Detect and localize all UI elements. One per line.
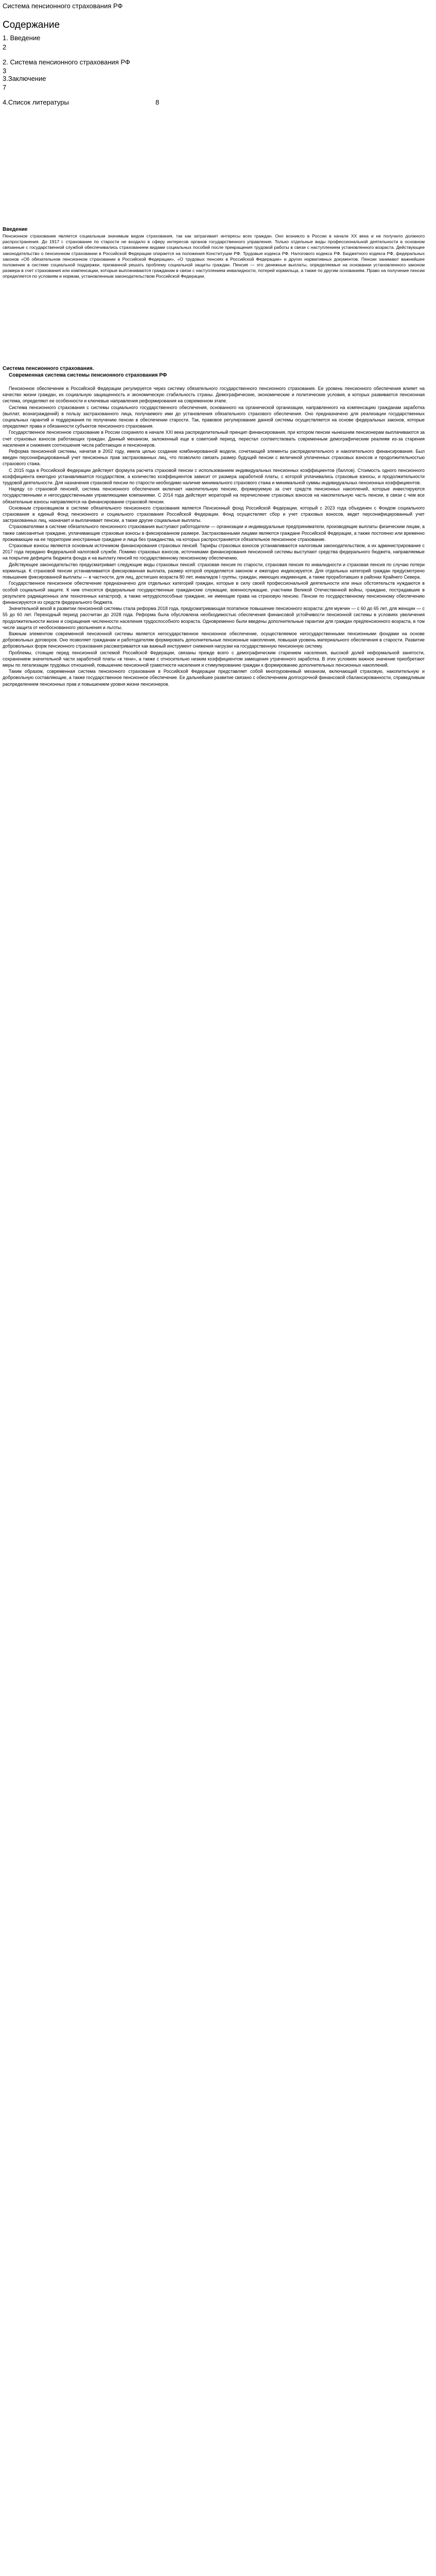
introduction-text: Пенсионное страхование является социальным значимым видом страхования, так как затрагивает интересы всех граждан. Оно возникло в России в начале XX века и не получило должного распространения. До 1917 г. страхование по старости не входило в сферу интересов органов государственного управления. Только отдельные виды профессиональной деятельности в основном связанные с государственной службой обеспечивались страхованием видами социальных пособий после прекращения трудовой работы в связи с наступлением установленного возраста. Действующее законодательство о пенсионном страховании в Российской Федерации опирается на положения Конституции РФ. Трудовые кодекса РФ. Налогового кодекса РФ. Бюджетного кодекса РФ, федеральных законов «Об обязательном пенсионном страховании в Российской Федерации», «О трудовых пенсиях в Российской Федерации» и других нормативных документов. Пенсии занимают важнейшее положение в системе социальной поддержки, призванной решать проблему социальной защиты граждан. Пенсия — это денежные выплаты, определяемые на основании установленного законом размера в счет страхования или компенсации, которые выплачиваются гражданам в связи с наступлением инвалидности, потерей кормильца, а также по другим основаниям. Право на получение пенсии определяется по условиям и нормам, установленным законодательством Российской Федерации. [3, 233, 425, 279]
body-paragraph: Реформа пенсионной системы, начатая в 2002 году, имела целью создание комбинированной модели, сочетающей элементы распределительного и накопительного финансирования. Был введен персонифицированный учет пенсионных прав застрахованных лиц, что позволило связать размер будущей пенсии с величиной уплаченных страховых взносов и продолжительностью страхового стажа. [3, 449, 425, 467]
body-paragraph: Проблемы, стоящие перед пенсионной системой Российской Федерации, связаны прежде всего с демографическим старением населения, высокой долей неформальной занятости, сохранением значительной части заработной платы «в тени», а также с относительно низким коэффициентом замещения утраченного заработка. В этих условиях важное значение приобретают меры по легализации трудовых отношений, повышению пенсионной грамотности населения и стимулированию граждан к формированию дополнительных пенсионных накоплений. [3, 650, 425, 668]
introduction-section [3, 227, 425, 280]
body-paragraph: Государственное пенсионное обеспечение предназначено для отдельных категорий граждан, которые в силу своей профессиональной деятельности или иных обстоятельств нуждаются в особой социальной защите. К ним относятся федеральные государственные гражданские служащие, военнослужащие, участники Великой Отечественной войны, граждане, пострадавшие в результате радиационных или техногенных катастроф, а также нетрудоспособные граждане, не имеющие права на страховую пенсию. Пенсии по государственному пенсионному обеспечению финансируются из средств федерального бюджета. [3, 581, 425, 605]
body-paragraph: Действующее законодательство предусматривает следующие виды страховых пенсий: страховая пенсия по старости, страховая пенсия по инвалидности и страховая пенсия по случаю потери кормильца. К страховой пенсии устанавливается фиксированная выплата, размер которой определяется законом и ежегодно индексируется. Для отдельных категорий граждан предусмотрено повышение фиксированной выплаты — в частности, для лиц, достигших возраста 80 лет, инвалидов I группы, граждан, имеющих иждивенцев, а также проработавших в районах Крайнего Севера. [3, 562, 425, 580]
body-paragraph: Наряду со страховой пенсией, система пенсионного обеспечения включает накопительную пенсию, формируемую за счет средств пенсионных накоплений, которые инвестируются государственными и негосударственными управляющими компаниями. С 2014 года действует мораторий на перечисление страховых взносов на накопительную часть пенсии, в связи с чем все обязательные взносы направляются на финансирование страховой пенсии. [3, 486, 425, 504]
body-paragraph: С 2015 года в Российской Федерации действует формула расчета страховой пенсии с использованием индивидуальных пенсионных коэффициентов (баллов). Стоимость одного пенсионного коэффициента ежегодно устанавливается государством, а количество коэффициентов зависит от размера заработной платы, с которой уплачивались страховые взносы, и продолжительности трудовой деятельности. Для назначения страховой пенсии по старости необходимо наличие минимального страхового стажа и минимальной суммы индивидуальных пенсионных коэффициентов. [3, 467, 425, 486]
body-paragraph: Пенсионное обеспечение в Российской Федерации регулируется через систему обязательного государственного пенсионного страхования. Ее уровень пенсионного обеспечения влияет на качество жизни граждан, их социальную защищенность и экономическую стабильность страны. Демографические, экономические и политические условия, в которых развивается пенсионная система, определяют ее особенности и ключевые направления реформирования на современном этапе. [3, 386, 425, 404]
main-section-heading: Система пенсионного страхования. [3, 366, 94, 371]
body-paragraph: Значительной вехой в развитии пенсионной системы стала реформа 2018 года, предусматривающая поэтапное повышение пенсионного возраста: для мужчин — с 60 до 65 лет, для женщин — с 55 до 60 лет. Переходный период рассчитан до 2028 года. Реформа была обусловлена необходимостью обеспечения финансовой устойчивости пенсионной системы в условиях увеличения продолжительности жизни и сокращения численности населения трудоспособного возраста. Одновременно были введены дополнительные гарантии для граждан предпенсионного возраста, в том числе защита от необоснованного увольнения и льготы. [3, 606, 425, 630]
document-title: Система пенсионного страхования РФ [3, 2, 123, 10]
toc-item-label[interactable]: 1. Введение [3, 34, 41, 42]
main-section [3, 366, 425, 687]
body-paragraph: Таким образом, современная система пенсионного страхования в Российской Федерации представляет собой многоуровневый механизм, включающий страховую, накопительную и добровольную составляющие, а также государственное пенсионное обеспечение. Ее дальнейшее развитие связано с обеспечением долгосрочной финансовой сбалансированности, справедливым распределением пенсионных прав и повышением уровня жизни пенсионеров. [3, 669, 425, 687]
toc-item-page: 7 [3, 83, 7, 91]
introduction-heading: Введение [3, 227, 28, 232]
toc-item-label[interactable]: 4.Список литературы [3, 98, 69, 106]
toc-item-page: 3 [3, 67, 7, 75]
toc-heading: Содержание [3, 20, 60, 30]
body-paragraph: Страхователями в системе обязательного пенсионного страхования выступают работодатели — организации и индивидуальные предприниматели, производящие выплаты физическим лицам, а также самозанятые граждане, уплачивающие страховые взносы в фиксированном размере. Застрахованными лицами являются граждане Российской Федерации, а также постоянно или временно проживающие на ее территории иностранные граждане и лица без гражданства, на которых распространяется обязательное пенсионное страхование. [3, 524, 425, 542]
toc-item-page: 8 [155, 98, 160, 106]
body-paragraph: Государственное пенсионное страхование в России сохраняло в начале XXI века распределительный принцип финансирования, при котором пенсии нынешним пенсионерам выплачиваются за счет страховых взносов работающих граждан. Данный механизм, заложенный еще в советский период, перестал соответствовать современным демографическим реалиям из-за старения населения и снижения соотношения числа работающих и пенсионеров. [3, 430, 425, 448]
body-paragraph: Основным страховщиком в системе обязательного пенсионного страхования является Пенсионный фонд Российской Федерации, который с 2023 года объединен с Фондом социального страхования в единый Фонд пенсионного и социального страхования Российской Федерации. Фонд осуществляет сбор и учет страховых взносов, ведет персонифицированный учет застрахованных лиц, назначает и выплачивает пенсии, а также другие социальные выплаты. [3, 505, 425, 523]
body-paragraph: Страховые взносы являются основным источником финансирования страховых пенсий. Тарифы страховых взносов устанавливаются налоговым законодательством, а их администрирование с 2017 года передано Федеральной налоговой службе. Помимо страховых взносов, источниками финансирования пенсионной системы выступают средства федерального бюджета, направляемые на покрытие дефицита бюджета фонда и на выплату пенсий по государственному пенсионному обеспечению. [3, 543, 425, 561]
body-paragraph: Система пенсионного страхования с системы социального государственного обеспечения, основанного на органической организации, направленного на компенсацию гражданам заработка (выплат, вознаграждений) в пользу застрахованного лица, получаемого ими до установления обязательного страхового обеспечения. Оно предназначено для реализации государственных социальных гарантий и поддержания по получению пенсии в обеспечении старости. Так, правовое регулирование данной системы осуществляется на основе федеральных законов, которые определяют права и обязанности субъектов пенсионного страхования. [3, 404, 425, 429]
toc-item-label[interactable]: 3.Заключение [3, 75, 46, 82]
body-paragraph: Важным элементом современной пенсионной системы является негосударственное пенсионное обеспечение, осуществляемое негосударственными пенсионными фондами на основе добровольных договоров. Оно позволяет гражданам и работодателям формировать дополнительные пенсионные накопления, повышая уровень материального обеспечения в старости. Развитие добровольных форм пенсионного страхования рассматривается как важный инструмент снижения нагрузки на государственную пенсионную систему. [3, 631, 425, 649]
toc-item-page: 2 [3, 43, 7, 51]
toc-item-label[interactable]: 2. Система пенсионного страхования РФ [3, 58, 130, 66]
main-section-subheading: Современная система системы пенсионного страхования РФ [9, 372, 167, 378]
